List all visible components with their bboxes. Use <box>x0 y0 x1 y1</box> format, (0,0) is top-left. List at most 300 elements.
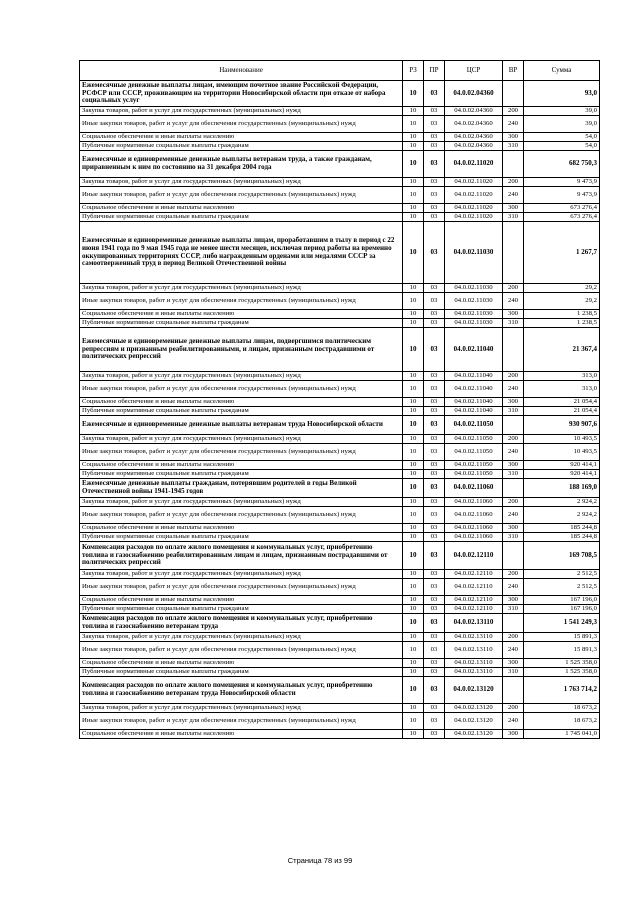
cell-name: Публичные нормативные социальные выплаты гражданам <box>80 470 403 479</box>
cell-vr <box>503 677 524 704</box>
header-csr: ЦСР <box>445 61 503 81</box>
table-row-group <box>80 677 600 704</box>
cell-rz: 10 <box>403 533 424 542</box>
cell-pr: 03 <box>424 507 445 524</box>
cell-pr: 03 <box>424 633 445 642</box>
cell-name: Иные закупки товаров, работ и услуг для обеспечения государственных (муниципальных) нужд <box>80 381 403 398</box>
table-row-group <box>80 151 600 178</box>
cell-rz: 10 <box>403 498 424 507</box>
table-row <box>80 533 600 542</box>
cell-sum: 18 673,2 <box>524 704 600 713</box>
cell-name: Социальное обеспечение и иные выплаты населению <box>80 524 403 533</box>
cell-csr: 04.0.02.04360 <box>445 142 503 151</box>
cell-name: Ежемесячные и единовременные денежные выплаты лицам, подвергшимся политическим репрессиям и признанным реабилитированными, и лицам, признанным пострадавшими от политических репрессий <box>80 328 403 372</box>
cell-sum: 9 473,9 <box>524 178 600 187</box>
cell-name: Иные закупки товаров, работ и услуг для обеспечения государственных (муниципальных) нужд <box>80 444 403 461</box>
cell-name: Публичные нормативные социальные выплаты гражданам <box>80 319 403 328</box>
page-number: Страница 78 из 99 <box>287 856 353 865</box>
cell-pr: 03 <box>424 704 445 713</box>
cell-csr: 04.0.02.13120 <box>445 704 503 713</box>
cell-name: Иные закупки товаров, работ и услуг для обеспечения государственных (муниципальных) нужд <box>80 713 403 730</box>
cell-vr <box>503 542 524 570</box>
cell-pr: 03 <box>424 222 445 284</box>
cell-csr: 04.0.02.13110 <box>445 659 503 668</box>
cell-vr: 240 <box>503 381 524 398</box>
cell-csr: 04.0.02.11040 <box>445 407 503 416</box>
cell-rz: 10 <box>403 570 424 579</box>
table-row <box>80 605 600 614</box>
cell-vr: 200 <box>503 435 524 444</box>
budget-table <box>79 60 600 739</box>
cell-rz: 10 <box>403 151 424 178</box>
cell-vr: 200 <box>503 704 524 713</box>
cell-name: Закупка товаров, работ и услуг для государственных (муниципальных) нужд <box>80 498 403 507</box>
cell-vr: 310 <box>503 407 524 416</box>
table-row-group <box>80 614 600 633</box>
cell-sum: 2 924,2 <box>524 498 600 507</box>
cell-pr: 03 <box>424 596 445 605</box>
cell-sum: 920 414,1 <box>524 461 600 470</box>
cell-rz: 10 <box>403 605 424 614</box>
cell-pr: 03 <box>424 533 445 542</box>
cell-name: Ежемесячные и единовременные денежные выплаты лицам, проработавшим в тылу в период с 22 июня 1941 года по 9 мая 1945 года не менее шести месяцев, исключая период работы на временно оккупированных территориях СССР, либо награжденным орденами или медалями СССР за самоотверженный труд в период Великой Отечественной войны <box>80 222 403 284</box>
cell-csr: 04.0.02.04360 <box>445 133 503 142</box>
cell-name: Закупка товаров, работ и услуг для государственных (муниципальных) нужд <box>80 633 403 642</box>
cell-csr: 04.0.02.11030 <box>445 284 503 293</box>
cell-rz: 10 <box>403 398 424 407</box>
cell-vr: 240 <box>503 116 524 133</box>
cell-vr: 300 <box>503 596 524 605</box>
cell-pr: 03 <box>424 204 445 213</box>
cell-sum: 39,0 <box>524 107 600 116</box>
cell-csr: 04.0.02.11040 <box>445 398 503 407</box>
cell-pr: 03 <box>424 381 445 398</box>
cell-sum: 54,0 <box>524 133 600 142</box>
cell-csr: 04.0.02.11050 <box>445 470 503 479</box>
header-vr: ВР <box>503 61 524 81</box>
cell-rz: 10 <box>403 416 424 435</box>
cell-vr: 240 <box>503 293 524 310</box>
cell-vr: 240 <box>503 642 524 659</box>
cell-pr: 03 <box>424 416 445 435</box>
cell-pr: 03 <box>424 668 445 677</box>
cell-sum: 21 054,4 <box>524 398 600 407</box>
table-row <box>80 461 600 470</box>
cell-sum: 1 238,5 <box>524 310 600 319</box>
cell-csr: 04.0.02.11020 <box>445 178 503 187</box>
cell-rz: 10 <box>403 407 424 416</box>
cell-sum: 10 493,5 <box>524 444 600 461</box>
cell-pr: 03 <box>424 677 445 704</box>
cell-rz: 10 <box>403 444 424 461</box>
header-rz: РЗ <box>403 61 424 81</box>
cell-rz: 10 <box>403 310 424 319</box>
cell-csr: 04.0.02.11020 <box>445 151 503 178</box>
cell-pr: 03 <box>424 133 445 142</box>
table-row <box>80 319 600 328</box>
cell-sum: 15 891,3 <box>524 642 600 659</box>
table-row <box>80 116 600 133</box>
cell-rz: 10 <box>403 677 424 704</box>
table-row <box>80 470 600 479</box>
table-row <box>80 107 600 116</box>
cell-name: Иные закупки товаров, работ и услуг для обеспечения государственных (муниципальных) нужд <box>80 187 403 204</box>
cell-name: Иные закупки товаров, работ и услуг для обеспечения государственных (муниципальных) нужд <box>80 579 403 596</box>
cell-vr: 240 <box>503 713 524 730</box>
cell-name: Социальное обеспечение и иные выплаты населению <box>80 596 403 605</box>
cell-csr: 04.0.02.12110 <box>445 542 503 570</box>
cell-vr: 310 <box>503 533 524 542</box>
cell-sum: 188 169,0 <box>524 479 600 498</box>
cell-csr: 04.0.02.11050 <box>445 435 503 444</box>
cell-name: Ежемесячные денежные выплаты гражданам, потерявшим родителей в годы Великой Отечественной войны 1941-1945 годов <box>80 479 403 498</box>
table-row <box>80 133 600 142</box>
cell-vr: 240 <box>503 579 524 596</box>
cell-pr: 03 <box>424 407 445 416</box>
cell-csr: 04.0.02.12110 <box>445 579 503 596</box>
header-pr: ПР <box>424 61 445 81</box>
cell-sum: 10 493,5 <box>524 435 600 444</box>
cell-csr: 04.0.02.13110 <box>445 642 503 659</box>
table-row <box>80 642 600 659</box>
cell-csr: 04.0.02.13110 <box>445 633 503 642</box>
cell-name: Публичные нормативные социальные выплаты гражданам <box>80 605 403 614</box>
cell-rz: 10 <box>403 524 424 533</box>
cell-csr: 04.0.02.11060 <box>445 479 503 498</box>
cell-name: Иные закупки товаров, работ и услуг для обеспечения государственных (муниципальных) нужд <box>80 507 403 524</box>
cell-vr: 200 <box>503 284 524 293</box>
cell-name: Ежемесячные денежные выплаты лицам, имеющим почетное звание Российской Федерации, РСФСР или СССР, проживающим на территории Новосибирской области при отказе от набора социальных услуг <box>80 81 403 107</box>
cell-rz: 10 <box>403 659 424 668</box>
cell-pr: 03 <box>424 614 445 633</box>
cell-name: Закупка товаров, работ и услуг для государственных (муниципальных) нужд <box>80 435 403 444</box>
cell-rz: 10 <box>403 81 424 107</box>
cell-pr: 03 <box>424 605 445 614</box>
table-row-group <box>80 542 600 570</box>
table-row <box>80 713 600 730</box>
cell-name: Социальное обеспечение и иные выплаты населению <box>80 133 403 142</box>
cell-pr: 03 <box>424 570 445 579</box>
cell-name: Социальное обеспечение и иные выплаты населению <box>80 398 403 407</box>
cell-sum: 2 924,2 <box>524 507 600 524</box>
cell-csr: 04.0.02.11030 <box>445 222 503 284</box>
cell-csr: 04.0.02.12110 <box>445 570 503 579</box>
table-row-group <box>80 416 600 435</box>
table-row <box>80 579 600 596</box>
cell-pr: 03 <box>424 187 445 204</box>
cell-csr: 04.0.02.04360 <box>445 116 503 133</box>
cell-rz: 10 <box>403 479 424 498</box>
cell-name: Компенсация расходов по оплате жилого помещения и коммунальных услуг, приобретению топлива и газоснабжению реабилитированным лицам и лицам, признанным пострадавшими от политических репрессий <box>80 542 403 570</box>
cell-rz: 10 <box>403 704 424 713</box>
cell-vr: 240 <box>503 507 524 524</box>
cell-rz: 10 <box>403 213 424 222</box>
cell-pr: 03 <box>424 730 445 739</box>
cell-sum: 9 473,9 <box>524 187 600 204</box>
cell-rz: 10 <box>403 381 424 398</box>
table-row <box>80 213 600 222</box>
cell-vr: 310 <box>503 142 524 151</box>
cell-name: Закупка товаров, работ и услуг для государственных (муниципальных) нужд <box>80 107 403 116</box>
table-row <box>80 596 600 605</box>
cell-rz: 10 <box>403 579 424 596</box>
cell-vr <box>503 328 524 372</box>
cell-rz: 10 <box>403 372 424 381</box>
cell-rz: 10 <box>403 204 424 213</box>
cell-vr: 200 <box>503 372 524 381</box>
cell-vr: 240 <box>503 187 524 204</box>
cell-rz: 10 <box>403 319 424 328</box>
cell-vr: 240 <box>503 444 524 461</box>
cell-vr <box>503 81 524 107</box>
table-row <box>80 398 600 407</box>
cell-pr: 03 <box>424 479 445 498</box>
table-row <box>80 444 600 461</box>
cell-name: Публичные нормативные социальные выплаты гражданам <box>80 407 403 416</box>
table-row <box>80 293 600 310</box>
cell-sum: 1 525 358,0 <box>524 668 600 677</box>
cell-vr: 300 <box>503 310 524 319</box>
cell-vr: 310 <box>503 668 524 677</box>
cell-vr: 310 <box>503 470 524 479</box>
cell-csr: 04.0.02.11040 <box>445 372 503 381</box>
cell-pr: 03 <box>424 579 445 596</box>
cell-rz: 10 <box>403 435 424 444</box>
cell-csr: 04.0.02.11030 <box>445 293 503 310</box>
cell-csr: 04.0.02.04360 <box>445 81 503 107</box>
table-row <box>80 730 600 739</box>
cell-sum: 167 196,0 <box>524 596 600 605</box>
cell-pr: 03 <box>424 310 445 319</box>
cell-sum: 29,2 <box>524 284 600 293</box>
cell-csr: 04.0.02.11020 <box>445 204 503 213</box>
cell-sum: 93,0 <box>524 81 600 107</box>
cell-csr: 04.0.02.13120 <box>445 677 503 704</box>
cell-vr <box>503 416 524 435</box>
cell-vr: 200 <box>503 633 524 642</box>
cell-sum: 167 196,0 <box>524 605 600 614</box>
cell-sum: 185 244,8 <box>524 533 600 542</box>
cell-rz: 10 <box>403 284 424 293</box>
cell-name: Публичные нормативные социальные выплаты гражданам <box>80 213 403 222</box>
cell-vr: 300 <box>503 730 524 739</box>
cell-sum: 1 745 041,0 <box>524 730 600 739</box>
cell-sum: 930 907,6 <box>524 416 600 435</box>
table-row <box>80 507 600 524</box>
table-row <box>80 633 600 642</box>
cell-name: Социальное обеспечение и иные выплаты населению <box>80 461 403 470</box>
cell-rz: 10 <box>403 142 424 151</box>
cell-rz: 10 <box>403 222 424 284</box>
cell-csr: 04.0.02.13120 <box>445 730 503 739</box>
table-row <box>80 381 600 398</box>
table-row <box>80 187 600 204</box>
cell-pr: 03 <box>424 151 445 178</box>
table-row <box>80 142 600 151</box>
cell-pr: 03 <box>424 435 445 444</box>
cell-csr: 04.0.02.11030 <box>445 310 503 319</box>
cell-csr: 04.0.02.11050 <box>445 461 503 470</box>
cell-pr: 03 <box>424 642 445 659</box>
header-name: Наименование <box>80 61 403 81</box>
cell-sum: 673 276,4 <box>524 204 600 213</box>
cell-csr: 04.0.02.11020 <box>445 187 503 204</box>
cell-rz: 10 <box>403 293 424 310</box>
cell-rz: 10 <box>403 116 424 133</box>
cell-name: Социальное обеспечение и иные выплаты населению <box>80 659 403 668</box>
cell-vr: 200 <box>503 498 524 507</box>
cell-sum: 1 238,5 <box>524 319 600 328</box>
cell-pr: 03 <box>424 542 445 570</box>
cell-pr: 03 <box>424 116 445 133</box>
cell-rz: 10 <box>403 642 424 659</box>
cell-csr: 04.0.02.11020 <box>445 213 503 222</box>
cell-vr: 310 <box>503 605 524 614</box>
cell-name: Компенсация расходов по оплате жилого помещения и коммунальных услуг, приобретению топлива и газоснабжению ветеранам труда <box>80 614 403 633</box>
cell-name: Иные закупки товаров, работ и услуг для обеспечения государственных (муниципальных) нужд <box>80 293 403 310</box>
cell-csr: 04.0.02.11040 <box>445 381 503 398</box>
cell-sum: 185 244,8 <box>524 524 600 533</box>
cell-name: Публичные нормативные социальные выплаты гражданам <box>80 142 403 151</box>
cell-sum: 21 367,4 <box>524 328 600 372</box>
cell-vr: 200 <box>503 178 524 187</box>
cell-sum: 1 267,7 <box>524 222 600 284</box>
cell-rz: 10 <box>403 507 424 524</box>
cell-pr: 03 <box>424 319 445 328</box>
cell-sum: 313,0 <box>524 381 600 398</box>
cell-rz: 10 <box>403 713 424 730</box>
cell-vr <box>503 614 524 633</box>
cell-sum: 1 525 358,0 <box>524 659 600 668</box>
cell-pr: 03 <box>424 284 445 293</box>
table-row-group <box>80 328 600 372</box>
cell-sum: 15 891,3 <box>524 633 600 642</box>
cell-vr: 310 <box>503 213 524 222</box>
table-row <box>80 704 600 713</box>
cell-csr: 04.0.02.11030 <box>445 319 503 328</box>
cell-rz: 10 <box>403 133 424 142</box>
table-row <box>80 204 600 213</box>
table-row <box>80 284 600 293</box>
cell-sum: 920 414,1 <box>524 470 600 479</box>
cell-name: Иные закупки товаров, работ и услуг для обеспечения государственных (муниципальных) нужд <box>80 116 403 133</box>
cell-csr: 04.0.02.11060 <box>445 533 503 542</box>
cell-rz: 10 <box>403 470 424 479</box>
cell-csr: 04.0.02.13120 <box>445 713 503 730</box>
cell-csr: 04.0.02.11050 <box>445 444 503 461</box>
cell-sum: 1 763 714,2 <box>524 677 600 704</box>
table-row <box>80 524 600 533</box>
cell-name: Публичные нормативные социальные выплаты гражданам <box>80 668 403 677</box>
cell-vr: 300 <box>503 659 524 668</box>
cell-pr: 03 <box>424 107 445 116</box>
cell-name: Социальное обеспечение и иные выплаты населению <box>80 310 403 319</box>
cell-name: Публичные нормативные социальные выплаты гражданам <box>80 533 403 542</box>
cell-pr: 03 <box>424 213 445 222</box>
cell-rz: 10 <box>403 633 424 642</box>
cell-csr: 04.0.02.12110 <box>445 605 503 614</box>
cell-rz: 10 <box>403 596 424 605</box>
table-row <box>80 435 600 444</box>
cell-csr: 04.0.02.11050 <box>445 416 503 435</box>
cell-pr: 03 <box>424 524 445 533</box>
cell-name: Социальное обеспечение и иные выплаты населению <box>80 730 403 739</box>
cell-pr: 03 <box>424 461 445 470</box>
cell-sum: 2 512,5 <box>524 579 600 596</box>
cell-rz: 10 <box>403 542 424 570</box>
table-row <box>80 659 600 668</box>
cell-csr: 04.0.02.04360 <box>445 107 503 116</box>
cell-pr: 03 <box>424 659 445 668</box>
table-row <box>80 310 600 319</box>
table-row-group <box>80 479 600 498</box>
cell-csr: 04.0.02.13110 <box>445 668 503 677</box>
cell-rz: 10 <box>403 730 424 739</box>
cell-vr: 300 <box>503 204 524 213</box>
cell-pr: 03 <box>424 372 445 381</box>
cell-pr: 03 <box>424 470 445 479</box>
cell-sum: 2 512,5 <box>524 570 600 579</box>
cell-sum: 39,0 <box>524 116 600 133</box>
table-row-group <box>80 81 600 107</box>
cell-sum: 673 276,4 <box>524 213 600 222</box>
cell-rz: 10 <box>403 187 424 204</box>
cell-name: Закупка товаров, работ и услуг для государственных (муниципальных) нужд <box>80 178 403 187</box>
cell-pr: 03 <box>424 293 445 310</box>
table-row <box>80 407 600 416</box>
cell-csr: 04.0.02.11060 <box>445 507 503 524</box>
header-sum: Сумма <box>524 61 600 81</box>
cell-pr: 03 <box>424 328 445 372</box>
cell-rz: 10 <box>403 461 424 470</box>
cell-pr: 03 <box>424 444 445 461</box>
cell-csr: 04.0.02.11060 <box>445 498 503 507</box>
cell-vr <box>503 151 524 178</box>
cell-sum: 313,0 <box>524 372 600 381</box>
cell-name: Закупка товаров, работ и услуг для государственных (муниципальных) нужд <box>80 704 403 713</box>
cell-pr: 03 <box>424 498 445 507</box>
cell-pr: 03 <box>424 142 445 151</box>
cell-sum: 18 673,2 <box>524 713 600 730</box>
cell-vr <box>503 222 524 284</box>
cell-name: Иные закупки товаров, работ и услуг для обеспечения государственных (муниципальных) нужд <box>80 642 403 659</box>
cell-csr: 04.0.02.11060 <box>445 524 503 533</box>
cell-name: Закупка товаров, работ и услуг для государственных (муниципальных) нужд <box>80 284 403 293</box>
cell-sum: 169 708,5 <box>524 542 600 570</box>
cell-name: Ежемесячные и единовременные денежные выплаты ветеранам труда Новосибирской области <box>80 416 403 435</box>
cell-sum: 682 750,3 <box>524 151 600 178</box>
cell-name: Закупка товаров, работ и услуг для государственных (муниципальных) нужд <box>80 570 403 579</box>
cell-vr: 300 <box>503 133 524 142</box>
cell-sum: 21 054,4 <box>524 407 600 416</box>
cell-vr: 200 <box>503 107 524 116</box>
table-row <box>80 570 600 579</box>
table-row <box>80 668 600 677</box>
table-row <box>80 178 600 187</box>
cell-pr: 03 <box>424 81 445 107</box>
cell-name: Компенсация расходов по оплате жилого помещения и коммунальных услуг, приобретению топлива и газоснабжению ветеранам труда Новосибирской области <box>80 677 403 704</box>
cell-sum: 1 541 249,3 <box>524 614 600 633</box>
cell-sum: 54,0 <box>524 142 600 151</box>
table-row <box>80 372 600 381</box>
cell-rz: 10 <box>403 328 424 372</box>
cell-rz: 10 <box>403 614 424 633</box>
cell-name: Ежемесячные и единовременные денежные выплаты ветеранам труда, а также гражданам, приравненным к ним по состоянию на 31 декабря 2004 года <box>80 151 403 178</box>
cell-vr: 300 <box>503 398 524 407</box>
table-row <box>80 498 600 507</box>
cell-vr: 310 <box>503 319 524 328</box>
cell-csr: 04.0.02.12110 <box>445 596 503 605</box>
